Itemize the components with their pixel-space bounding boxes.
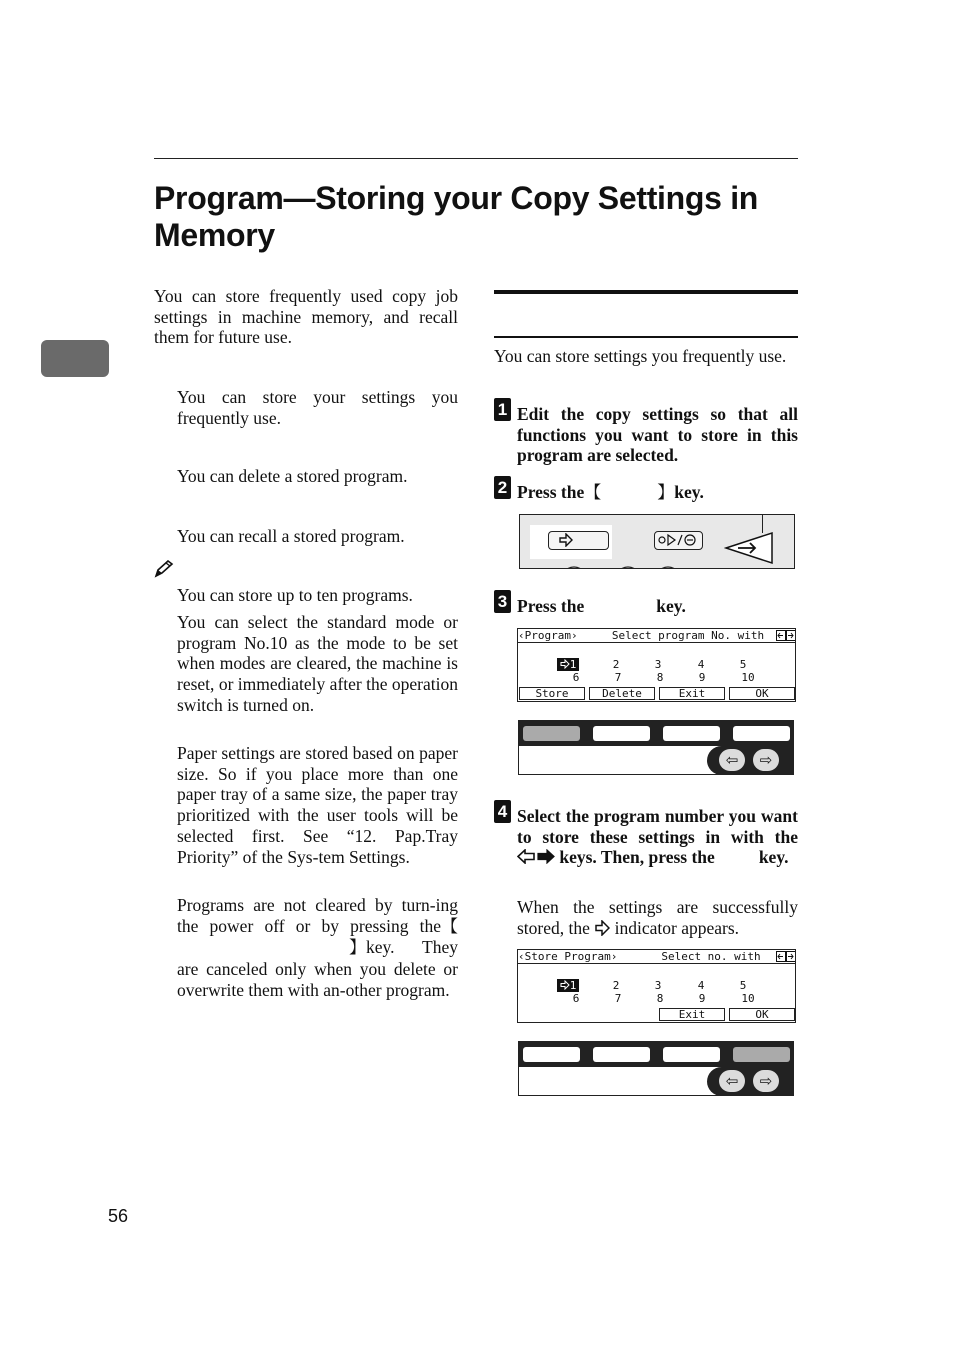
note-3: Paper settings are stored based on paper size. So if you place more than one paper tray of a same size, the paper tray prioritized with the user tools will be selected first. See “12. Pap.Tray Priority” of the Sys-tem Settings. — [177, 743, 458, 867]
note-4-part2: They are canceled only when you delete or overwrite them with an-other program. — [177, 937, 458, 1000]
control-panel-illustration — [519, 514, 795, 569]
lcd-header-title: ‹Store Program› — [518, 950, 618, 963]
lcd-program-1[interactable]: 1 — [557, 979, 579, 992]
soft-key-1[interactable] — [523, 1047, 580, 1062]
lcd-program-5[interactable]: 5 — [739, 658, 747, 671]
note-1: You can store up to ten programs. — [177, 585, 413, 605]
key-bracket-close: 】 — [657, 483, 675, 503]
lcd-exit-button[interactable]: Exit — [659, 1008, 725, 1021]
lcd-program-9[interactable]: 9 — [698, 992, 706, 1005]
lcd-program-10[interactable]: 10 — [741, 671, 755, 684]
step-4-part2: keys. Then, press the — [559, 847, 715, 868]
lcd-exit-button[interactable]: Exit — [659, 687, 725, 700]
lcd-store-button[interactable]: Store — [519, 687, 585, 700]
left-right-arrow-icon — [776, 951, 796, 962]
lcd-delete-button[interactable]: Delete — [589, 687, 655, 700]
pencil-icon — [154, 560, 174, 578]
left-arrow-key[interactable]: ⇦ — [719, 749, 745, 771]
note-4-key-suffix: key. — [366, 937, 395, 958]
lcd-program-1[interactable]: 1 — [557, 658, 579, 671]
lcd-program-2[interactable]: 2 — [612, 658, 620, 671]
lcd-program-6[interactable]: 6 — [572, 671, 580, 684]
lcd-program-10[interactable]: 10 — [741, 992, 755, 1005]
soft-key-panel — [518, 720, 794, 775]
step-3-text — [517, 596, 798, 617]
lcd-ok-button[interactable]: OK — [729, 1008, 795, 1021]
soft-key-panel — [518, 1041, 794, 1096]
step-2-text — [517, 482, 798, 504]
soft-key-4[interactable] — [733, 726, 790, 741]
lcd-program-8[interactable]: 8 — [656, 671, 664, 684]
soft-key-2[interactable] — [593, 726, 650, 741]
lcd-header-line — [518, 963, 795, 964]
lcd-program-8[interactable]: 8 — [656, 992, 664, 1005]
step-2-suffix: key. — [674, 482, 704, 502]
lcd-program-4[interactable]: 4 — [697, 658, 705, 671]
lcd-program-3[interactable]: 3 — [654, 658, 662, 671]
lcd-header-instruction: Select no. with — [661, 950, 761, 963]
key-bracket-open: 【 — [584, 483, 602, 503]
right-arrow-key[interactable]: ⇨ — [753, 1070, 779, 1092]
lcd-store-program-screen — [517, 949, 796, 1023]
right-arrow-key[interactable]: ⇨ — [753, 749, 779, 771]
program-indicator-icon — [560, 980, 570, 990]
left-right-arrow-keys-icon — [517, 849, 555, 864]
step-4-part3: key. — [758, 847, 789, 868]
lcd-program-2[interactable]: 2 — [612, 979, 620, 992]
step-2-number: 2 — [494, 476, 511, 499]
panel-bottom-keys — [560, 561, 690, 569]
lcd-program-6[interactable]: 6 — [572, 992, 580, 1005]
program-indicator-icon — [594, 920, 610, 936]
program-icon — [559, 533, 573, 547]
note-4 — [177, 895, 458, 1001]
lcd-header-instruction: Select program No. with — [611, 629, 765, 642]
program-indicator-icon — [560, 659, 570, 669]
step-4-result-part1: When the settings are successfully stored, the — [517, 897, 798, 938]
item-store: You can store your settings you frequently use. — [177, 387, 458, 428]
section-heading-rule — [494, 290, 798, 294]
step-4-part1: Select the program number you want to store these settings in with the — [517, 806, 798, 847]
step-3-number: 3 — [494, 590, 511, 613]
step-4-result-part2: indicator appears. — [614, 917, 740, 938]
step-4-number: 4 — [494, 800, 511, 823]
soft-key-2[interactable] — [593, 1047, 650, 1062]
item-delete: You can delete a stored program. — [177, 466, 408, 486]
lcd-program-7[interactable]: 7 — [614, 992, 622, 1005]
soft-key-1-pressed[interactable] — [523, 726, 580, 741]
left-arrow-key[interactable]: ⇦ — [719, 1070, 745, 1092]
step-1-text: Edit the copy settings so that all functions you want to store in this program are selected. — [517, 404, 798, 466]
panel-divider — [762, 515, 763, 533]
lcd-program-9[interactable]: 9 — [698, 671, 706, 684]
step-4-text — [517, 806, 798, 868]
start-key[interactable] — [724, 531, 774, 565]
page-title: Program—Storing your Copy Settings in Memory — [154, 180, 759, 253]
soft-key-4-pressed[interactable] — [733, 1047, 790, 1062]
header-rule — [154, 158, 798, 159]
step-3-prefix: Press the — [517, 596, 585, 616]
soft-key-3[interactable] — [663, 726, 720, 741]
lcd-program-7[interactable]: 7 — [614, 671, 622, 684]
step-4-result — [517, 897, 798, 938]
lcd-header-line — [518, 642, 795, 643]
left-right-arrow-icon — [776, 630, 796, 641]
arrow-keys — [707, 746, 793, 775]
step-2-prefix: Press the — [517, 482, 585, 502]
soft-key-3[interactable] — [663, 1047, 720, 1062]
note-4-part1: Programs are not cleared by turn-ing the power off or by pressing the — [177, 895, 458, 936]
page-number: 56 — [108, 1206, 129, 1226]
lcd-program-4[interactable]: 4 — [697, 979, 705, 992]
step-1-number: 1 — [494, 398, 511, 421]
lcd-ok-button[interactable]: OK — [729, 687, 795, 700]
key-bracket-open: 【 — [441, 916, 458, 937]
lcd-program-screen — [517, 628, 796, 702]
arrow-keys — [707, 1067, 793, 1096]
section-divider — [494, 336, 798, 338]
clear-stop-key[interactable] — [654, 531, 703, 550]
intro-paragraph: You can store frequently used copy job settings in machine memory, and recall them for future use. — [154, 286, 458, 348]
right-intro: You can store settings you frequently use. — [494, 346, 787, 366]
key-bracket-close: 】 — [349, 938, 366, 959]
item-recall: You can recall a stored program. — [177, 526, 405, 546]
note-2: You can select the standard mode or program No.10 as the mode to be set when modes are cleared, the machine is reset, or immediately after the operation switch is turned on. — [177, 612, 458, 715]
lcd-program-3[interactable]: 3 — [654, 979, 662, 992]
chapter-tab — [41, 340, 109, 377]
lcd-header-title: ‹Program› — [518, 629, 578, 642]
clear-stop-icon — [657, 533, 701, 547]
lcd-program-5[interactable]: 5 — [739, 979, 747, 992]
program-key[interactable] — [548, 531, 609, 550]
step-3-suffix: key. — [656, 596, 686, 616]
